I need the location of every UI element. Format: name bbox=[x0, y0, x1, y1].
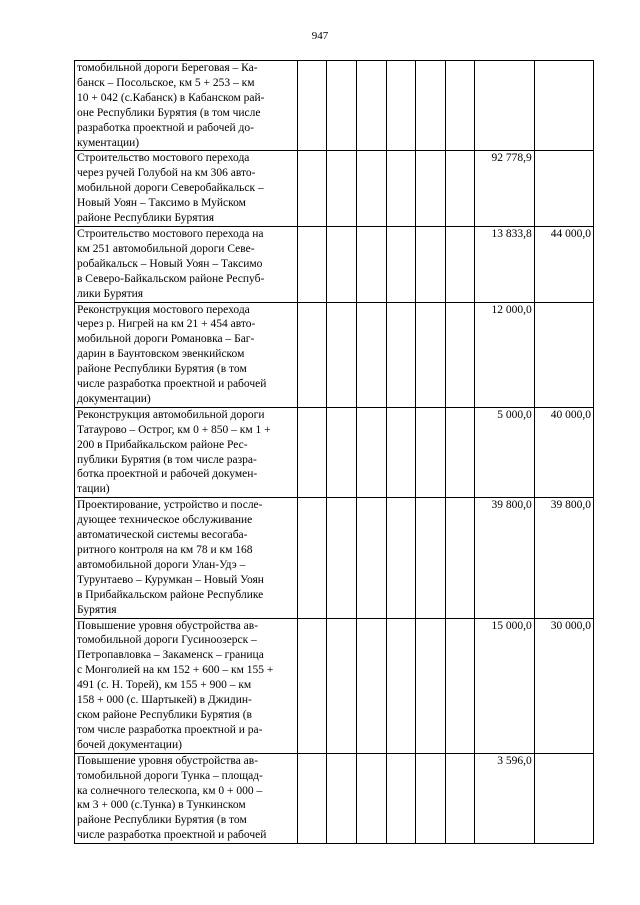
empty-cell bbox=[445, 407, 475, 497]
value-cell-v2 bbox=[534, 61, 593, 151]
value-cell-v1: 13 833,8 bbox=[475, 226, 534, 302]
value-cell-v1: 3 596,0 bbox=[475, 753, 534, 843]
document-table bbox=[74, 60, 594, 844]
empty-cell bbox=[297, 226, 327, 302]
empty-cell bbox=[327, 618, 357, 753]
empty-cell bbox=[386, 226, 416, 302]
empty-cell bbox=[327, 226, 357, 302]
empty-cell bbox=[445, 753, 475, 843]
empty-cell bbox=[416, 302, 446, 407]
row-description: Повышение уровня обустройства ав- томобильной дороги Гусиноозерск – Петропавловка – Закаменск – граница с Монголией на км 152 + 600 – км 155 + 491 (с. Н. Торей), км 155 + 900 – км 158 + 000 (с. Шартыкей) в Джидин- ском районе Республики Бурятия (в том числе разработка проектной и ра- бочей документации) bbox=[75, 618, 298, 753]
empty-cell bbox=[297, 618, 327, 753]
table-row bbox=[75, 302, 594, 407]
value-cell-v2 bbox=[534, 151, 593, 227]
row-description: Повышение уровня обустройства ав- томобильной дороги Тунка – площад- ка солнечного телескопа, км 0 + 000 – км 3 + 000 (с.Тунка) в Тункинском районе Республики Бурятия (в том числе разработка проектной и рабочей bbox=[75, 753, 298, 843]
value-cell-v1: 15 000,0 bbox=[475, 618, 534, 753]
empty-cell bbox=[356, 151, 386, 227]
empty-cell bbox=[386, 618, 416, 753]
value-cell-v2: 30 000,0 bbox=[534, 618, 593, 753]
empty-cell bbox=[356, 753, 386, 843]
empty-cell bbox=[416, 618, 446, 753]
table-row bbox=[75, 498, 594, 618]
empty-cell bbox=[356, 226, 386, 302]
table-row bbox=[75, 407, 594, 497]
empty-cell bbox=[297, 302, 327, 407]
empty-cell bbox=[416, 753, 446, 843]
value-cell-v1: 39 800,0 bbox=[475, 498, 534, 618]
empty-cell bbox=[327, 151, 357, 227]
empty-cell bbox=[327, 753, 357, 843]
value-cell-v2 bbox=[534, 302, 593, 407]
empty-cell bbox=[416, 407, 446, 497]
row-description: Реконструкция автомобильной дороги Татаурово – Острог, км 0 + 850 – км 1 + 200 в Прибайкальском районе Рес- публики Бурятия (в том числе разра- ботка проектной и рабочей докумен- тации) bbox=[75, 407, 298, 497]
empty-cell bbox=[445, 61, 475, 151]
empty-cell bbox=[416, 226, 446, 302]
table-row bbox=[75, 753, 594, 843]
table-row bbox=[75, 618, 594, 753]
empty-cell bbox=[297, 151, 327, 227]
row-description: томобильной дороги Береговая – Ка- банск – Посольское, км 5 + 253 – км 10 + 042 (с.Кабанск) в Кабанском рай- оне Республики Бурятия (в том числе разработка проектной и рабочей до- кументации) bbox=[75, 61, 298, 151]
empty-cell bbox=[356, 618, 386, 753]
empty-cell bbox=[445, 302, 475, 407]
empty-cell bbox=[356, 407, 386, 497]
empty-cell bbox=[356, 61, 386, 151]
empty-cell bbox=[386, 61, 416, 151]
value-cell-v2: 39 800,0 bbox=[534, 498, 593, 618]
empty-cell bbox=[297, 407, 327, 497]
table-body bbox=[75, 61, 594, 844]
empty-cell bbox=[356, 302, 386, 407]
value-cell-v1: 5 000,0 bbox=[475, 407, 534, 497]
empty-cell bbox=[297, 498, 327, 618]
value-cell-v2: 44 000,0 bbox=[534, 226, 593, 302]
empty-cell bbox=[297, 753, 327, 843]
row-description: Строительство мостового перехода через ручей Голубой на км 306 авто- мобильной дороги Северобайкальск – Новый Уоян – Таксимо в Муйском районе Республики Бурятия bbox=[75, 151, 298, 227]
row-description: Строительство мостового перехода на км 251 автомобильной дороги Севе- робайкальск – Новый Уоян – Таксимо в Северо-Байкальском районе Респуб- лики Бурятия bbox=[75, 226, 298, 302]
empty-cell bbox=[386, 407, 416, 497]
value-cell-v1: 92 778,9 bbox=[475, 151, 534, 227]
empty-cell bbox=[445, 498, 475, 618]
empty-cell bbox=[327, 407, 357, 497]
value-cell-v1 bbox=[475, 61, 534, 151]
empty-cell bbox=[327, 302, 357, 407]
empty-cell bbox=[416, 498, 446, 618]
value-cell-v2: 40 000,0 bbox=[534, 407, 593, 497]
empty-cell bbox=[386, 151, 416, 227]
empty-cell bbox=[327, 61, 357, 151]
empty-cell bbox=[416, 151, 446, 227]
empty-cell bbox=[297, 61, 327, 151]
empty-cell bbox=[416, 61, 446, 151]
empty-cell bbox=[445, 618, 475, 753]
value-cell-v1: 12 000,0 bbox=[475, 302, 534, 407]
empty-cell bbox=[327, 498, 357, 618]
row-description: Реконструкция мостового перехода через р. Нигрей на км 21 + 454 авто- мобильной дороги Романовка – Баг- дарин в Баунтовском эвенкийском районе Республики Бурятия (в том числе разработка проектной и рабочей документации) bbox=[75, 302, 298, 407]
empty-cell bbox=[445, 226, 475, 302]
row-description: Проектирование, устройство и после- дующее техническое обслуживание автоматической системы весогаба- ритного контроля на км 78 и км 168 автомобильной дороги Улан-Удэ – Турунтаево – Курумкан – Новый Уоян в Прибайкальском районе Республике Бурятия bbox=[75, 498, 298, 618]
empty-cell bbox=[386, 753, 416, 843]
table-row bbox=[75, 151, 594, 227]
empty-cell bbox=[386, 302, 416, 407]
page-number: 947 bbox=[311, 30, 329, 42]
table-row bbox=[75, 61, 594, 151]
empty-cell bbox=[386, 498, 416, 618]
empty-cell bbox=[356, 498, 386, 618]
value-cell-v2 bbox=[534, 753, 593, 843]
empty-cell bbox=[445, 151, 475, 227]
table-row bbox=[75, 226, 594, 302]
